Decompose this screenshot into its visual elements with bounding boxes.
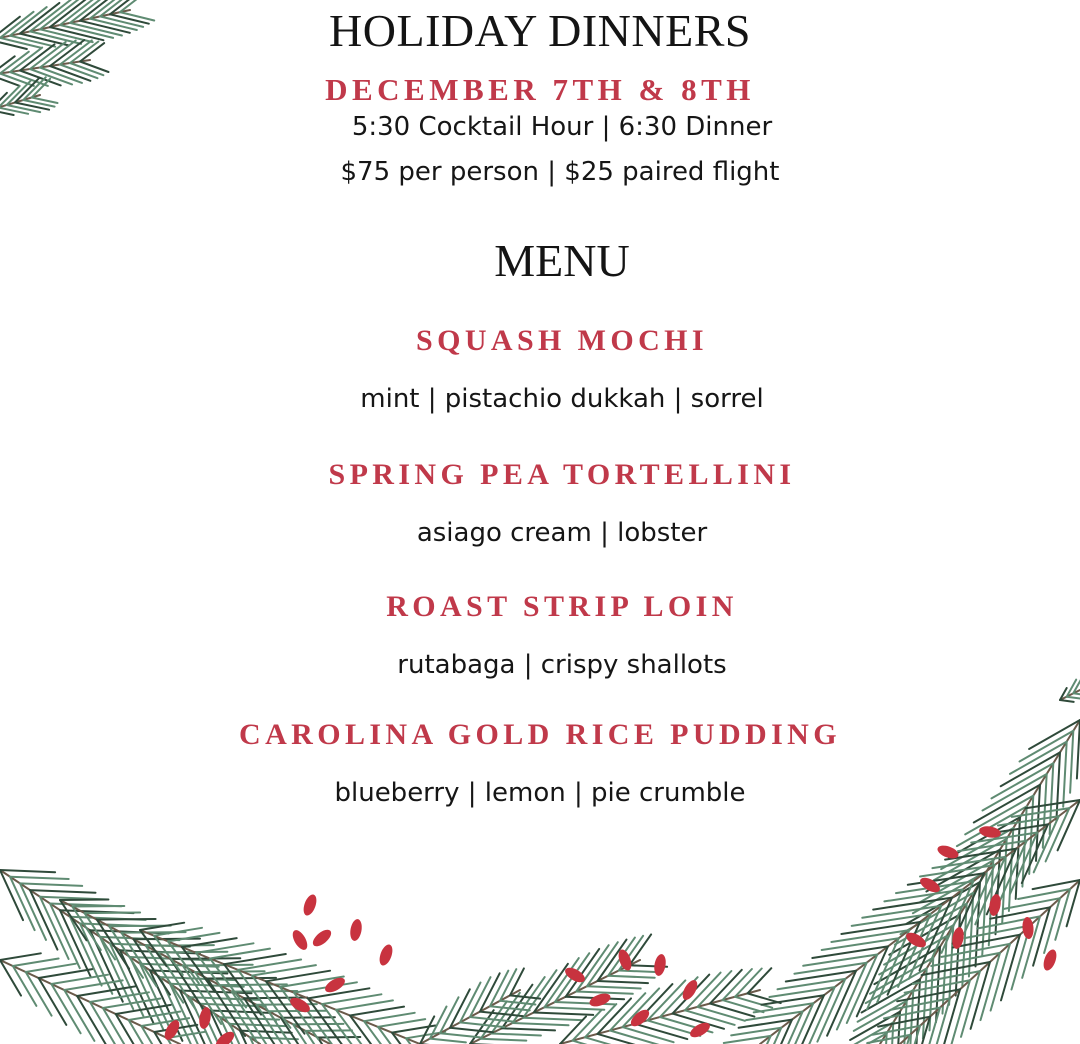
course-name: SPRING PEA TORTELLINI [328,458,796,491]
event-schedule: 5:30 Cocktail Hour | 6:30 Dinner [351,112,773,142]
course-name: CAROLINA GOLD RICE PUDDING [239,718,841,751]
course-description: blueberry | lemon | pie crumble [334,778,746,808]
course-name: ROAST STRIP LOIN [386,590,738,623]
course-description: mint | pistachio dukkah | sorrel [360,384,764,414]
course-description: asiago cream | lobster [416,518,708,548]
menu-heading: MENU [494,235,630,286]
event-dates: DECEMBER 7TH & 8TH [325,72,755,107]
event-title: HOLIDAY DINNERS [329,5,751,56]
course-name: SQUASH MOCHI [416,324,708,357]
course-description: rutabaga | crispy shallots [397,650,727,680]
event-pricing: $75 per person | $25 paired flight [340,157,780,187]
